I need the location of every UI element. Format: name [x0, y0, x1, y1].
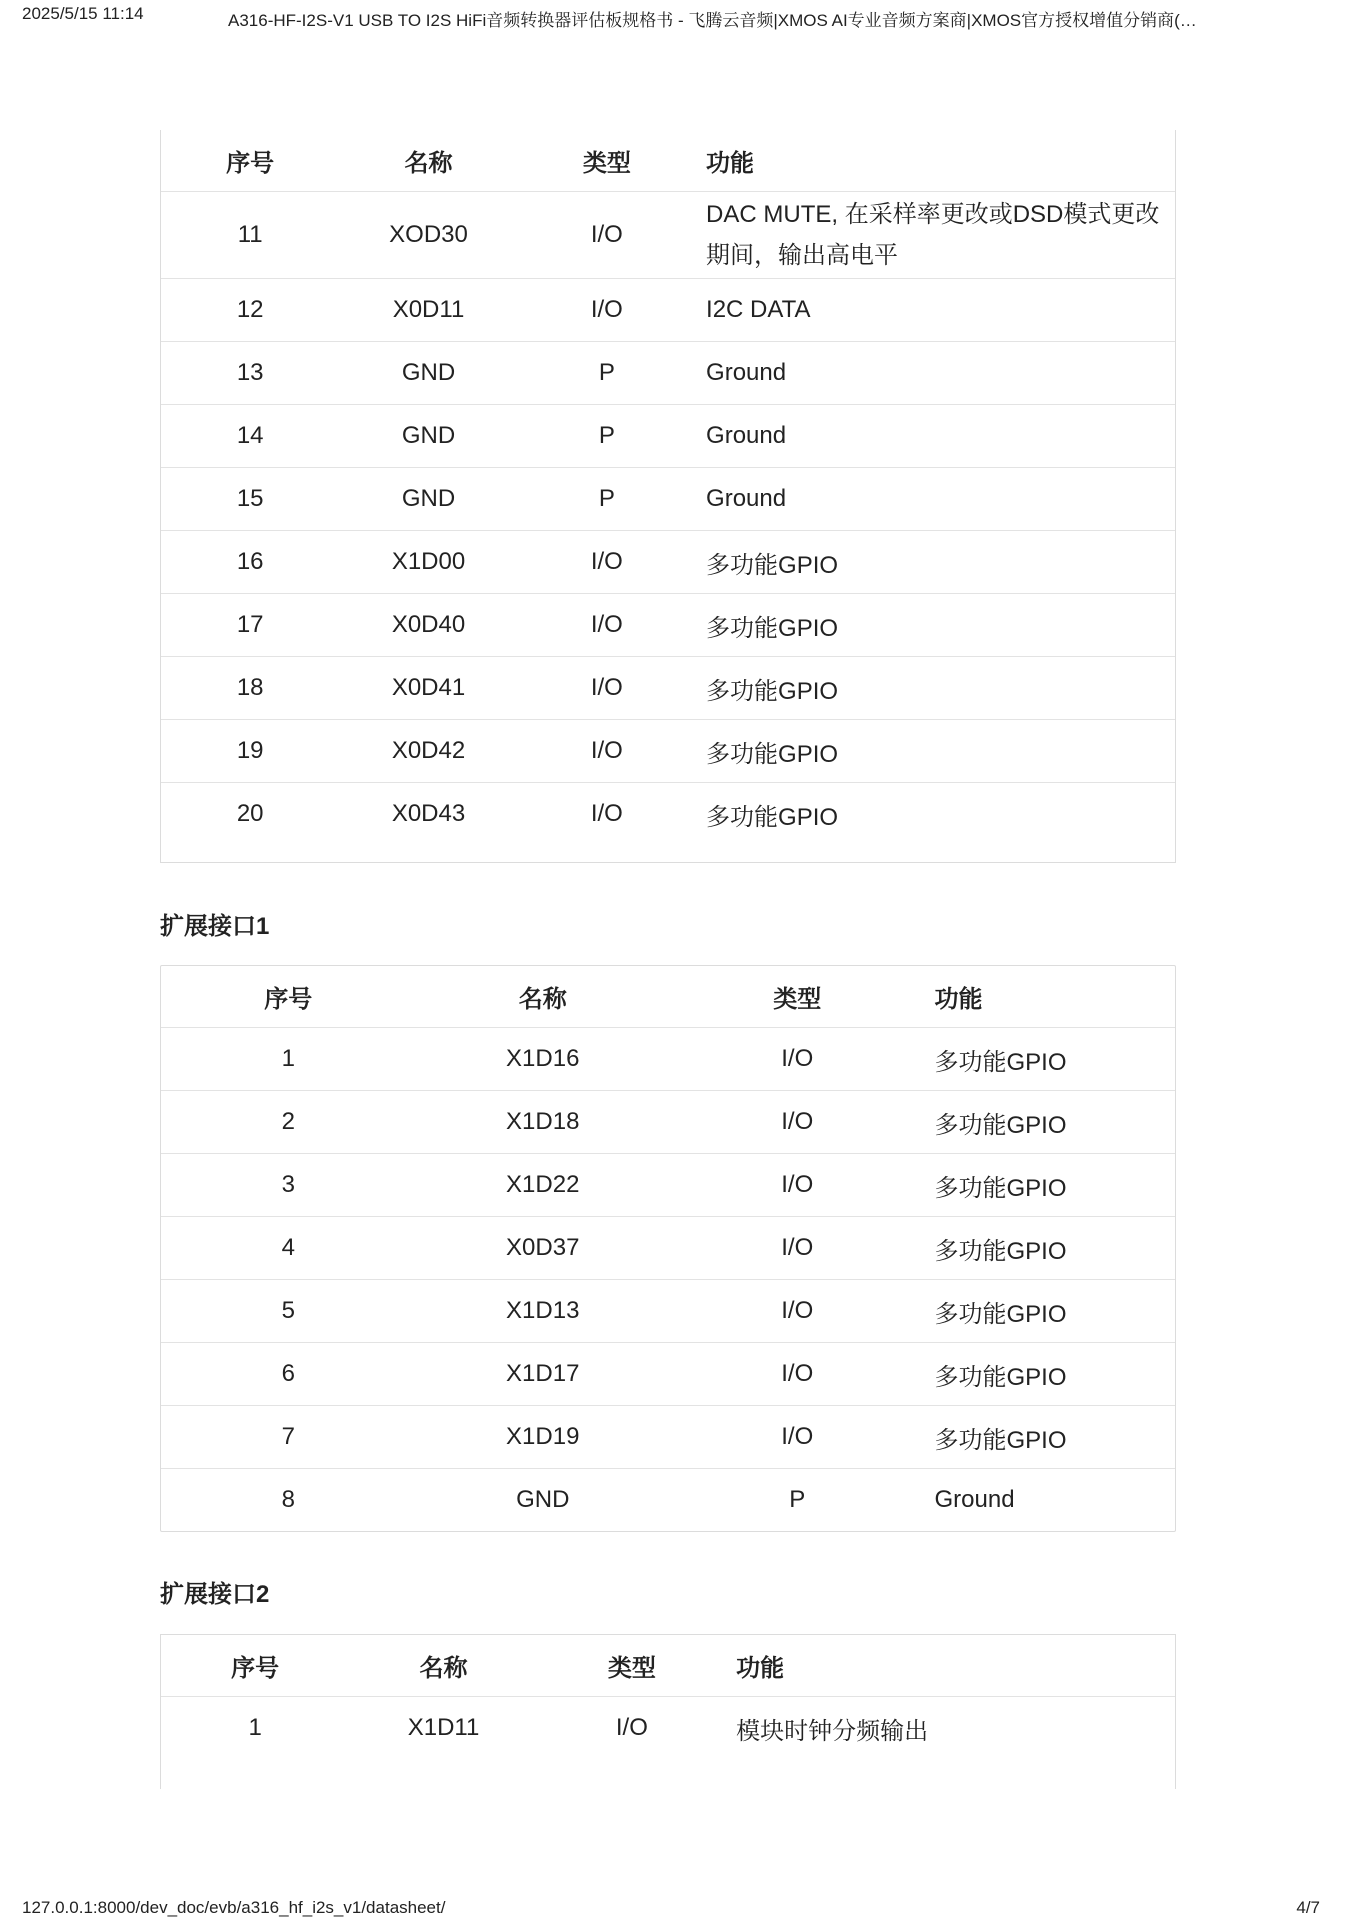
- cell-type: P: [518, 405, 696, 468]
- cell-index: 19: [161, 720, 339, 783]
- cell-index: 7: [161, 1406, 416, 1469]
- cell-function: Ground: [696, 468, 1176, 531]
- table-row: [161, 192, 1176, 279]
- cell-function: 模块时钟分频输出: [736, 1717, 929, 1745]
- col-header-type: 类型: [670, 966, 925, 1028]
- cell-index: 8: [281, 1486, 295, 1513]
- cell-name: X0D37: [416, 1217, 671, 1280]
- table-row: [161, 279, 1176, 342]
- cell-index: 1: [161, 1028, 416, 1091]
- table-row: [161, 594, 1176, 657]
- page-number: 4/7: [1296, 1898, 1320, 1917]
- cell-type: I/O: [670, 1091, 925, 1154]
- cell-function: 多功能GPIO: [925, 1406, 1177, 1469]
- print-page-title: A316-HF-I2S-V1 USB TO I2S HiFi音频转换器评估板规格书 - 飞腾云音频|XMOS AI专业音频方案商|XMOS官方授权增值分销商(…: [228, 11, 1197, 30]
- table-row: [161, 468, 1176, 531]
- table-row: [161, 1406, 1176, 1469]
- cell-function: 多功能GPIO: [925, 1217, 1177, 1280]
- cell-name: X1D19: [416, 1406, 671, 1469]
- cell-name: GND: [339, 468, 517, 531]
- expansion-1-grid: [161, 966, 1176, 1531]
- cell-name: GND: [339, 405, 517, 468]
- cell-type: P: [518, 468, 696, 531]
- cell-name: X1D18: [416, 1091, 671, 1154]
- cell-index: 5: [161, 1280, 416, 1343]
- expansion-2-grid: [161, 1635, 1176, 1759]
- cell-index: 2: [161, 1091, 416, 1154]
- cell-index: 3: [161, 1154, 416, 1217]
- cell-function: 多功能GPIO: [925, 1280, 1177, 1343]
- cell-index: 6: [161, 1343, 416, 1406]
- cell-type: I/O: [670, 1154, 925, 1217]
- cell-function: 多功能GPIO: [696, 594, 1176, 657]
- cell-type: I/O: [518, 594, 696, 657]
- cell-function: 多功能GPIO: [706, 803, 839, 831]
- cell-function: 多功能GPIO: [925, 1028, 1177, 1091]
- cell-type: I/O: [518, 192, 696, 279]
- print-footer: [0, 1898, 1348, 1920]
- expansion-2-table: [160, 1634, 1176, 1789]
- cell-type: I/O: [518, 279, 696, 342]
- col-header-function: 功能: [726, 1635, 1176, 1697]
- pin-table-continued: [160, 130, 1176, 863]
- cell-name: X0D41: [339, 657, 517, 720]
- col-header-function: 功能: [696, 130, 1176, 192]
- cell-type: I/O: [615, 1714, 648, 1741]
- col-header-name: 名称: [339, 130, 517, 192]
- table-row: [161, 1697, 1176, 1760]
- cell-name: X0D40: [339, 594, 517, 657]
- table-row: [161, 1091, 1176, 1154]
- cell-name: X1D22: [416, 1154, 671, 1217]
- cell-type: P: [518, 342, 696, 405]
- expansion-1-table: [160, 965, 1176, 1532]
- pin-table-continued-grid: [161, 130, 1176, 845]
- cell-index: 17: [161, 594, 339, 657]
- table-row: [161, 1280, 1176, 1343]
- cell-function: 多功能GPIO: [925, 1154, 1177, 1217]
- cell-index: 14: [161, 405, 339, 468]
- cell-type: I/O: [518, 720, 696, 783]
- table-row: [161, 531, 1176, 594]
- print-url: 127.0.0.1:8000/dev_doc/evb/a316_hf_i2s_v1/datasheet/: [22, 1898, 446, 1917]
- col-header-index: 序号: [161, 966, 416, 1028]
- table-row: [161, 342, 1176, 405]
- cell-type: I/O: [518, 657, 696, 720]
- col-header-name: 名称: [349, 1635, 537, 1697]
- table-row: [161, 1154, 1176, 1217]
- cell-index: 11: [161, 192, 339, 279]
- cell-type: I/O: [670, 1406, 925, 1469]
- cell-function: 多功能GPIO: [696, 657, 1176, 720]
- table-row: [161, 1217, 1176, 1280]
- section-heading-expansion-2: 扩展接口2: [160, 1581, 270, 1608]
- col-header-index: 序号: [161, 130, 339, 192]
- print-header: [0, 4, 1348, 32]
- cell-name: X0D42: [339, 720, 517, 783]
- cell-index: 13: [161, 342, 339, 405]
- col-header-function: 功能: [925, 966, 1177, 1028]
- table-row: [161, 720, 1176, 783]
- cell-function: Ground: [696, 342, 1176, 405]
- col-header-index: 序号: [161, 1635, 349, 1697]
- cell-type: I/O: [670, 1217, 925, 1280]
- col-header-type: 类型: [538, 1635, 726, 1697]
- cell-name: XOD30: [339, 192, 517, 279]
- cell-function: DAC MUTE, 在采样率更改或DSD模式更改期间，输出高电平: [696, 192, 1176, 279]
- cell-type: I/O: [518, 531, 696, 594]
- cell-name: X0D11: [339, 279, 517, 342]
- col-header-type: 类型: [518, 130, 696, 192]
- cell-name: X0D43: [391, 800, 466, 827]
- cell-index: 15: [161, 468, 339, 531]
- cell-type: I/O: [670, 1028, 925, 1091]
- print-date: 2025/5/15 11:14: [22, 4, 144, 23]
- cell-index: 16: [161, 531, 339, 594]
- cell-function: 多功能GPIO: [925, 1343, 1177, 1406]
- table-row: [161, 1343, 1176, 1406]
- cell-name: X1D16: [416, 1028, 671, 1091]
- table-row: [161, 405, 1176, 468]
- table-header-row: [161, 1635, 1176, 1697]
- table-header-row: [161, 966, 1176, 1028]
- cell-name: GND: [516, 1486, 570, 1513]
- cell-index: 20: [236, 800, 264, 827]
- cell-index: 1: [248, 1714, 262, 1741]
- table-row: [161, 657, 1176, 720]
- table-row: [161, 1028, 1176, 1091]
- table-header-row: [161, 130, 1176, 192]
- cell-type: I/O: [670, 1343, 925, 1406]
- cell-name: X1D17: [416, 1343, 671, 1406]
- section-heading-expansion-1: 扩展接口1: [160, 913, 270, 940]
- cell-type: P: [789, 1486, 806, 1513]
- cell-function: Ground: [934, 1486, 1015, 1513]
- cell-function: 多功能GPIO: [696, 720, 1176, 783]
- cell-index: 18: [161, 657, 339, 720]
- cell-type: I/O: [590, 800, 623, 827]
- cell-name: X1D13: [416, 1280, 671, 1343]
- cell-name: X1D00: [339, 531, 517, 594]
- table-row: [161, 1469, 1176, 1532]
- cell-name: GND: [339, 342, 517, 405]
- cell-type: I/O: [670, 1280, 925, 1343]
- cell-index: 12: [161, 279, 339, 342]
- cell-function: 多功能GPIO: [696, 531, 1176, 594]
- cell-name: X1D11: [407, 1714, 480, 1741]
- cell-index: 4: [161, 1217, 416, 1280]
- col-header-name: 名称: [416, 966, 671, 1028]
- cell-function: I2C DATA: [696, 279, 1176, 342]
- table-row: [161, 783, 1176, 846]
- cell-function: 多功能GPIO: [925, 1091, 1177, 1154]
- cell-function: Ground: [696, 405, 1176, 468]
